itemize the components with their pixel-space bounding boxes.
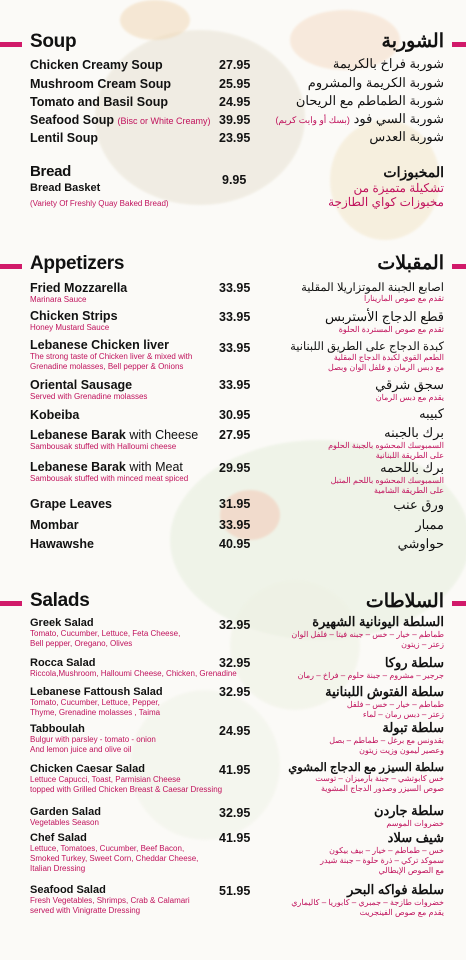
menu-item-ar: المخبوزات تشكيلة متميزة من مخبوزات كواي الطازجة [328, 164, 444, 209]
menu-item: Garden Salad Vegetables Season [30, 806, 101, 827]
section-accent-bar [0, 601, 22, 606]
item-price: 29.95 [219, 461, 251, 475]
item-price: 32.95 [219, 685, 251, 699]
item-price: 39.95 [219, 113, 251, 127]
menu-item-ar: شوربة الطماطم مع الريحان [295, 93, 444, 108]
section-accent-bar [0, 42, 22, 47]
item-price: 32.95 [219, 656, 251, 670]
menu-item-ar: سلطة تبولة بقدونس مع برغل – طماطم – بصل وعصير ليمون وزيت زيتون [329, 720, 444, 755]
menu-item-ar: حواوشي [397, 536, 444, 551]
menu-item-ar: اصابع الجبنة الموتزاريلا المقلية تقدم مع صوص المارينارا [301, 282, 444, 303]
item-price: 51.95 [219, 884, 251, 898]
menu-item-ar: برك باللحمه السمبوسك المحشوه باللحم المتبل على الطريقة الشامية [330, 460, 444, 495]
menu-item-ar: سلطة الفتوش اللبنانية طماطم – خيار – خس – فلفل زعتر – دبس رمان – لماء [325, 684, 444, 719]
menu-item-ar: شوربة الكريمة والمشروم [307, 75, 444, 90]
salads-title: Salads [30, 590, 90, 611]
appetizers-title: Appetizers [30, 253, 125, 274]
item-price: 24.95 [219, 95, 251, 109]
menu-item: Lebanese Chicken liver The strong taste of Chicken liver & mixed with Grenadine molasses, Bell pepper & Onions [30, 338, 193, 371]
menu-item: Rocca Salad Riccola,Mushroom, Halloumi Cheese, Chicken, Grenadine [30, 657, 237, 678]
item-price: 25.95 [219, 77, 251, 91]
menu-item-ar: شوربة فراخ بالكريمة [332, 56, 444, 71]
menu-item: Chicken Creamy Soup [30, 58, 163, 72]
item-price: 31.95 [219, 497, 251, 511]
menu-item: Mombar [30, 518, 79, 532]
menu-item: Seafood Salad Fresh Vegetables, Shrimps, Crab & Calamari served with Vinigratte Dressing [30, 884, 190, 915]
menu-item: Grape Leaves [30, 497, 112, 511]
soup-title-ar: الشوربة [381, 31, 444, 52]
menu-item: Kobeiba [30, 408, 80, 422]
menu-item: Mushroom Cream Soup [30, 77, 171, 91]
menu-item: Bread Basket (Variety Of Freshly Quay Baked Bread) [30, 182, 169, 208]
section-accent-bar [452, 42, 466, 47]
item-price: 27.95 [219, 58, 251, 72]
menu-item-ar: شوربة السي فود (بسك أو وايت كريم) [275, 111, 444, 126]
item-price: 33.95 [219, 378, 251, 392]
section-accent-bar [452, 264, 466, 269]
menu-item-ar: ورق عنب [393, 497, 444, 512]
menu-item: Chicken Strips Honey Mustard Sauce [30, 309, 118, 332]
menu-item: Tomato and Basil Soup [30, 95, 168, 109]
item-price: 27.95 [219, 428, 251, 442]
item-price: 30.95 [219, 408, 251, 422]
item-price: 33.95 [219, 310, 251, 324]
menu-item-ar: شوربة العدس [369, 129, 444, 144]
soup-title: Soup [30, 31, 77, 52]
menu-item: Tabboulah Bulgur with parsley - tomato - onion And lemon juice and olive oil [30, 723, 156, 754]
menu-item: Greek Salad Tomato, Cucumber, Lettuce, Feta Cheese, Bell pepper, Oregano, Olives [30, 617, 181, 648]
menu-item: Lebanese Fattoush Salad Tomato, Cucumber, Lettuce, Pepper, Thyme, Grenadine molasses , Taima [30, 686, 163, 717]
menu-item-ar: كبيبه [419, 406, 444, 421]
menu-item: Hawawshe [30, 537, 94, 551]
menu-item-ar: سلطة جاردن خضروات الموسم [373, 803, 444, 828]
appetizers-title-ar: المقبلات [377, 253, 444, 274]
item-price: 41.95 [219, 831, 251, 845]
menu-item: Lentil Soup [30, 131, 99, 145]
item-price: 9.95 [222, 173, 247, 187]
menu-item-ar: سلطة السيزر مع الدجاج المشوي خس كابوتشي – جبنة بارميزان – توست صوص السيزر وصدور الدجاج المشوية [288, 762, 444, 793]
menu-item-ar: ممبار [415, 517, 444, 532]
item-price: 40.95 [219, 537, 251, 551]
section-accent-bar [452, 601, 466, 606]
menu-item: Seafood Soup (Bisc or White Creamy) [30, 113, 211, 127]
menu-item: Lebanese Barak with Cheese Sambousak stuffed with Halloumi cheese [30, 428, 199, 451]
menu-item-ar: كبدة الدجاج على الطريق اللبنانية الطعم القوي لكبدة الدجاج المقلية مع دبس الرمان و فلفل الوان وبصل [290, 341, 444, 372]
item-price: 33.95 [219, 341, 251, 355]
item-price: 33.95 [219, 281, 251, 295]
menu-item-ar: شيف سلاد خس – طماطم – خيار – بيف بيكون سموكد تركي – ذرة حلوة – جبنة شيدر مع الصوص الإيطالي [320, 830, 444, 875]
item-price: 32.95 [219, 806, 251, 820]
item-price: 24.95 [219, 724, 251, 738]
menu-item-ar: السلطة اليونانية الشهيرة طماطم – خيار – خس – جبنه فيتا – فلفل الوان زعتر – زيتون [291, 614, 444, 649]
item-price: 23.95 [219, 131, 251, 145]
menu-item: Chef Salad Lettuce, Tomatoes, Cucumber, Beef Bacon, Smoked Turkey, Sweet Corn, Cheddar Cheese, Italian Dressing [30, 832, 199, 873]
menu-item-ar: قطع الدجاج الأستربس تقدم مع صوص المستردة الحلوة [324, 309, 444, 334]
item-price: 33.95 [219, 518, 251, 532]
menu-item: Chicken Caesar Salad Lettuce Capucci, Toast, Parmisian Cheese topped with Grilled Chicken Breast & Caesar Dressing [30, 763, 223, 794]
menu-item: Oriental Sausage Served with Grenadine molasses [30, 378, 148, 401]
menu-item-ar: سجق شرقي يقدم مع دبس الرمان [375, 377, 444, 402]
bread-title: Bread [30, 163, 72, 180]
menu-item: Fried Mozzarella Marinara Sauce [30, 281, 128, 304]
item-price: 41.95 [219, 763, 251, 777]
menu-item: Lebanese Barak with Meat Sambousak stuffed with minced meat spiced [30, 460, 189, 483]
menu-item-ar: سلطة فواكه البحر خضروات طازجة – جمبري – كابوريا – كاليماري يقدم مع صوص الفينجريت [291, 882, 444, 917]
salads-title-ar: السلاطات [365, 591, 444, 612]
menu-item-ar: برك بالجبنه السمبوسك المحشوه بالجبنة الحلوم على الطريقة اللبنانية [328, 425, 444, 460]
section-accent-bar [0, 264, 22, 269]
item-price: 32.95 [219, 618, 251, 632]
menu-item-ar: سلطة روكا جرجير – مشروم – جبنة حلوم – فراخ – رمان [297, 655, 444, 680]
